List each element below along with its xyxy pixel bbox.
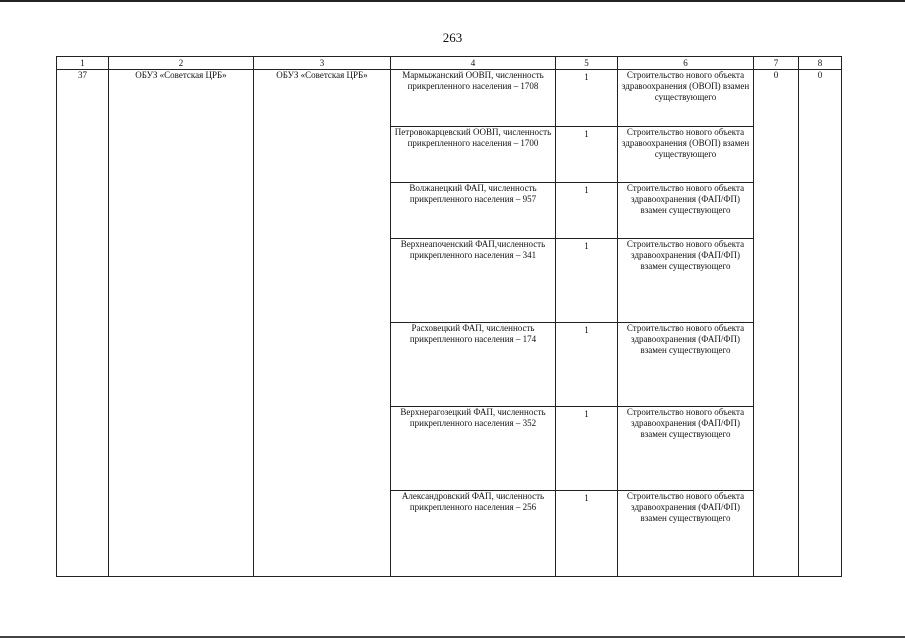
organization-cell: ОБУЗ «Советская ЦРБ»	[109, 70, 254, 577]
col7-value-cell: 0	[754, 70, 799, 577]
action-cell: Строительство нового объекта здравоохранения (ФАП/ФП) взамен существующего	[618, 407, 754, 491]
page-top-edge	[0, 0, 905, 2]
action-cell: Строительство нового объекта здравоохранения (ОВОП) взамен существующего	[618, 127, 754, 183]
count-cell	[556, 323, 618, 407]
count-cell	[556, 70, 618, 127]
column-number: 7	[754, 57, 799, 70]
action-cell: Строительство нового объекта здравоохранения (ФАП/ФП) взамен существующего	[618, 183, 754, 239]
object-cell: Мармыжанский ООВП, численность прикрепленного населения – 1708	[391, 70, 556, 127]
count-value: 1	[584, 493, 589, 503]
column-number: 4	[391, 57, 556, 70]
row-number-cell: 37	[57, 70, 109, 577]
column-number: 1	[57, 57, 109, 70]
column-number: 8	[799, 57, 842, 70]
count-value: 1	[584, 185, 589, 195]
count-value: 1	[584, 325, 589, 335]
count-cell	[556, 127, 618, 183]
table-row	[57, 70, 842, 127]
action-cell: Строительство нового объекта здравоохранения (ФАП/ФП) взамен существующего	[618, 323, 754, 407]
count-cell	[556, 491, 618, 577]
object-cell: Верхнерагозецкий ФАП, численность прикрепленного населения – 352	[391, 407, 556, 491]
column-number-row	[57, 57, 842, 70]
object-cell: Расховецкий ФАП, численность прикрепленного населения – 174	[391, 323, 556, 407]
column-number: 2	[109, 57, 254, 70]
action-cell: Строительство нового объекта здравоохранения (ФАП/ФП) взамен существующего	[618, 239, 754, 323]
object-cell: Волжанецкий ФАП, численность прикрепленного населения – 957	[391, 183, 556, 239]
object-cell: Верхнеапоченский ФАП,численность прикрепленного населения – 341	[391, 239, 556, 323]
col8-value-cell: 0	[799, 70, 842, 577]
object-cell: Петровокарцевский ООВП, численность прикрепленного населения – 1700	[391, 127, 556, 183]
page-number: 263	[442, 30, 463, 45]
action-cell: Строительство нового объекта здравоохранения (ФАП/ФП) взамен существующего	[618, 491, 754, 577]
count-cell	[556, 239, 618, 323]
count-cell	[556, 183, 618, 239]
organization-cell: ОБУЗ «Советская ЦРБ»	[254, 70, 391, 577]
column-number: 3	[254, 57, 391, 70]
count-value: 1	[584, 72, 589, 82]
object-cell: Александровский ФАП, численность прикрепленного населения – 256	[391, 491, 556, 577]
page-bottom-edge	[0, 636, 905, 638]
count-value: 1	[584, 241, 589, 251]
column-number: 5	[556, 57, 618, 70]
facilities-table	[56, 56, 842, 577]
count-value: 1	[584, 129, 589, 139]
action-cell: Строительство нового объекта здравоохранения (ОВОП) взамен существующего	[618, 70, 754, 127]
column-number: 6	[618, 57, 754, 70]
count-value: 1	[584, 409, 589, 419]
count-cell	[556, 407, 618, 491]
